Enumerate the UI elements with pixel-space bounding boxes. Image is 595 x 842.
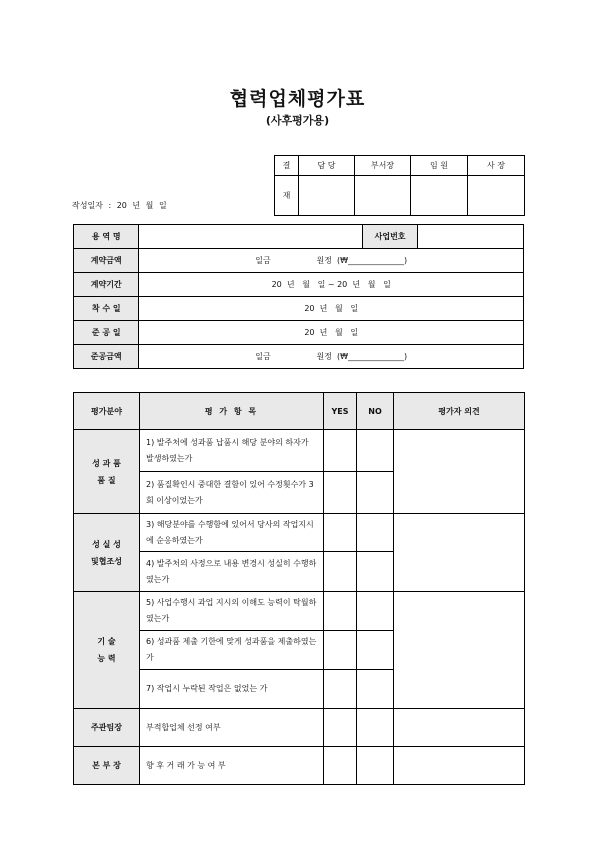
business-no-label: 사업번호 (362, 225, 417, 249)
area-technical (74, 592, 140, 709)
completion-amount-field[interactable]: 일금 원정 (₩______________) (139, 345, 524, 369)
eval-item-3-yes[interactable] (324, 514, 357, 552)
header-opinion: 평가자 의견 (394, 393, 525, 430)
approval-col-dept-head: 부서장 (355, 156, 411, 176)
approval-col-staff: 담 당 (299, 156, 355, 176)
eval-item-4: 4) 발주처의 사정으로 내용 변경시 성실히 수행하였는가 (140, 552, 324, 592)
header-area: 평가분야 (74, 393, 140, 430)
approval-side-label-top: 결 (275, 156, 299, 176)
contract-period-field[interactable]: 20 년 월 일 ~ 20 년 월 일 (139, 273, 524, 297)
approval-col-president: 사 장 (468, 156, 525, 176)
area-sincerity (74, 514, 140, 592)
service-name-label: 용 역 명 (74, 225, 139, 249)
eval-item-6-no[interactable] (357, 631, 394, 670)
evaluation-table (73, 392, 525, 785)
completion-date-label: 준 공 일 (74, 321, 139, 345)
area-quality-line2: 품 질 (97, 475, 116, 485)
eval-item-3-no[interactable] (357, 514, 394, 552)
eval-item-1-yes[interactable] (324, 430, 357, 472)
eval-item-6: 6) 성과품 제출 기한에 맞게 성과품을 제출하였는가 (140, 631, 324, 670)
contract-period-label: 계약기간 (74, 273, 139, 297)
eval-item-4-no[interactable] (357, 552, 394, 592)
opinion-team-lead[interactable] (394, 709, 525, 747)
area-sincerity-line1: 성 실 성 (92, 539, 121, 549)
document-title: 협력업체평가표 (229, 88, 366, 110)
eval-item-7-yes[interactable] (324, 670, 357, 709)
header-yes: YES (324, 393, 357, 430)
area-division-head: 본 부 장 (74, 747, 140, 785)
start-date-label: 착 수 일 (74, 297, 139, 321)
service-name-field[interactable] (139, 225, 362, 249)
eval-item-2-no[interactable] (357, 472, 394, 514)
area-technical-line2: 능 력 (97, 654, 116, 663)
info-table (73, 224, 524, 369)
completion-date-field[interactable]: 20 년 월 일 (139, 321, 524, 345)
area-quality-line1: 성 과 품 (92, 458, 121, 468)
eval-item-2: 2) 품질확인시 중대한 결함이 있어 수정횟수가 3회 이상이었는가 (140, 472, 324, 514)
area-team-lead: 주관팀장 (74, 709, 140, 747)
approval-sign-president[interactable] (468, 176, 525, 216)
opinion-technical[interactable] (394, 592, 525, 709)
eval-item-team-lead-yes[interactable] (324, 709, 357, 747)
document-subtitle: (사후평가용) (265, 114, 330, 127)
approval-side-label-bottom: 재 (275, 176, 299, 216)
eval-item-4-yes[interactable] (324, 552, 357, 592)
eval-item-division-head: 향 후 거 래 가 능 여 부 (140, 747, 324, 785)
eval-item-3: 3) 해당분야를 수행함에 있어서 당사의 작업지시에 순응하였는가 (140, 514, 324, 552)
approval-sign-staff[interactable] (299, 176, 355, 216)
eval-item-team-lead-no[interactable] (357, 709, 394, 747)
eval-item-team-lead: 부적합업체 선정 여부 (140, 709, 324, 747)
header-item: 평 가 항 목 (140, 393, 324, 430)
eval-item-7: 7) 작업시 누락된 작업은 없었는 가 (140, 670, 324, 709)
approval-table (274, 155, 525, 216)
written-date: 작성일자 : 20 년 월 일 (72, 201, 167, 210)
eval-item-1: 1) 발주처에 성과품 납품시 해당 분야의 하자가 발생하였는가 (140, 430, 324, 472)
eval-item-7-no[interactable] (357, 670, 394, 709)
eval-item-5-no[interactable] (357, 592, 394, 631)
opinion-division-head[interactable] (394, 747, 525, 785)
start-date-field[interactable]: 20 년 월 일 (139, 297, 524, 321)
eval-item-division-head-yes[interactable] (324, 747, 357, 785)
header-no: NO (357, 393, 394, 430)
eval-item-5: 5) 사업수행시 과업 지시의 이해도 능력이 탁월하였는가 (140, 592, 324, 631)
approval-col-executive: 임 원 (411, 156, 468, 176)
completion-amount-label: 준공금액 (74, 345, 139, 369)
approval-sign-executive[interactable] (411, 176, 468, 216)
eval-item-1-no[interactable] (357, 430, 394, 472)
eval-item-division-head-no[interactable] (357, 747, 394, 785)
approval-sign-dept-head[interactable] (355, 176, 411, 216)
opinion-sincerity[interactable] (394, 514, 525, 592)
contract-amount-field[interactable]: 일금 원정 (₩______________) (139, 249, 524, 273)
area-quality (74, 430, 140, 514)
eval-item-6-yes[interactable] (324, 631, 357, 670)
business-no-field[interactable] (418, 225, 524, 249)
contract-amount-label: 계약금액 (74, 249, 139, 273)
eval-item-2-yes[interactable] (324, 472, 357, 514)
area-technical-line1: 기 술 (97, 637, 116, 646)
eval-item-5-yes[interactable] (324, 592, 357, 631)
opinion-quality[interactable] (394, 430, 525, 514)
area-sincerity-line2: 및협조성 (91, 556, 122, 566)
